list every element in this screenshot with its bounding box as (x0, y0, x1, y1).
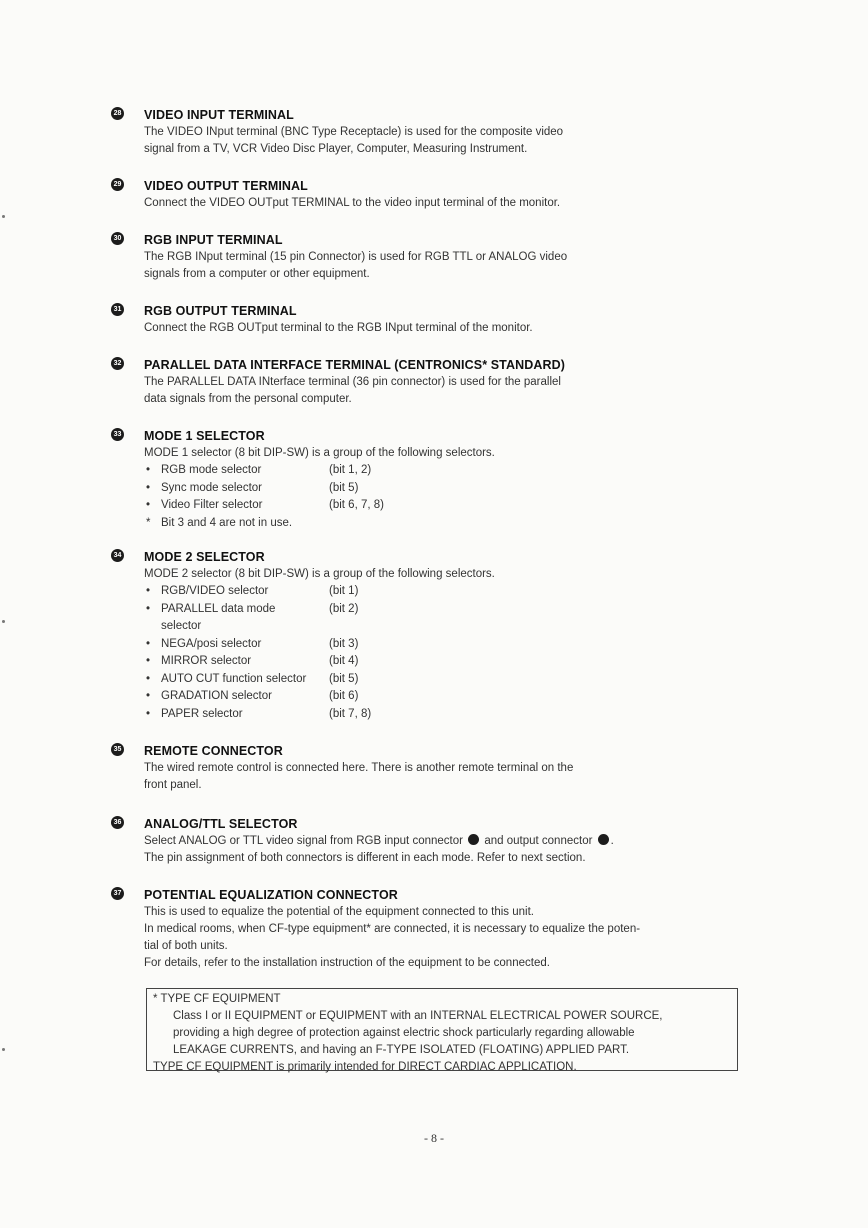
section-title: VIDEO OUTPUT TERMINAL (144, 179, 308, 193)
section-title: PARALLEL DATA INTERFACE TERMINAL (CENTRONICS* STANDARD) (144, 358, 565, 372)
section-rgb-input (113, 231, 753, 283)
section-body: The RGB INput terminal (15 pin Connector) is used for RGB TTL or ANALOG video signals from a computer or other equipment. (144, 251, 568, 280)
scan-mark (2, 620, 5, 623)
section-title: ANALOG/TTL SELECTOR (144, 817, 298, 831)
scan-mark (2, 215, 5, 218)
section-video-output (113, 177, 753, 212)
section-body: The VIDEO INput terminal (BNC Type Receptacle) is used for the composite video signal from a TV, VCR Video Disc Player, Computer, Measuring Instrument. (144, 126, 564, 155)
section-rgb-output (113, 302, 753, 337)
section-remote-connector (113, 742, 753, 794)
section-mode2-selector (113, 548, 753, 723)
list-item: • Sync mode selector (bit 5) (146, 481, 359, 494)
section-analog-ttl-selector (113, 815, 753, 867)
item-number-badge: 37 (111, 887, 124, 900)
connector-ref-icon (468, 834, 479, 845)
section-mode1-selector (113, 427, 753, 532)
list-item: * Bit 3 and 4 are not in use. (146, 516, 293, 529)
selector-list (144, 583, 753, 723)
section-body: MODE 2 selector (8 bit DIP-SW) is a group of the following selectors. (144, 568, 495, 580)
list-item: • PAPER selector (bit 7, 8) (146, 707, 372, 720)
list-item: • AUTO CUT function selector (bit 5) (146, 672, 359, 685)
section-body: The PARALLEL DATA INterface terminal (36 pin connector) is used for the parallel data signals from the personal computer. (144, 376, 561, 405)
list-item: • MIRROR selector (bit 4) (146, 655, 359, 667)
list-item: • PARALLEL data mode selector (bit 2) (146, 602, 359, 632)
item-number-badge: 30 (111, 232, 124, 245)
list-item: • GRADATION selector (bit 6) (146, 690, 359, 702)
section-body: The wired remote control is connected here. There is another remote terminal on the front panel. (144, 762, 574, 791)
note-line: LEAKAGE CURRENTS, and having an F-TYPE ISOLATED (FLOATING) APPLIED PART. (173, 1044, 630, 1056)
section-title: VIDEO INPUT TERMINAL (144, 108, 294, 122)
list-item: • Video Filter selector (bit 6, 7, 8) (146, 499, 384, 511)
section-body: This is used to equalize the potential of the equipment connected to this unit. In medical rooms, when CF-type equipment* are connected, it is necessary to equalize the poten- tial of both units. For details, refer to the installation instruction of the equipment to be connected. (144, 906, 641, 969)
section-parallel-interface (113, 356, 753, 408)
section-potential-equalization (113, 886, 753, 972)
page-number: - 8 - (424, 1131, 444, 1145)
selector-list (144, 462, 753, 532)
item-number-badge: 34 (111, 549, 124, 562)
item-number-badge: 29 (111, 178, 124, 191)
section-title: RGB OUTPUT TERMINAL (144, 304, 297, 318)
item-number-badge: 36 (111, 816, 124, 829)
section-title: REMOTE CONNECTOR (144, 744, 283, 758)
section-title: MODE 1 SELECTOR (144, 429, 265, 443)
item-number-badge: 32 (111, 357, 124, 370)
section-title: MODE 2 SELECTOR (144, 550, 265, 564)
section-body: MODE 1 selector (8 bit DIP-SW) is a group of the following selectors. (144, 447, 495, 459)
section-body: Connect the VIDEO OUTput TERMINAL to the video input terminal of the monitor. (144, 197, 561, 209)
section-body: Connect the RGB OUTput terminal to the RGB INput terminal of the monitor. (144, 322, 533, 334)
list-item: • RGB mode selector (bit 1, 2) (146, 464, 372, 476)
scan-mark (2, 1048, 5, 1051)
section-body: Select ANALOG or TTL video signal from RGB input connector and output connector . The pin assignment of both connectors is different in each mode. Refer to next section. (144, 835, 614, 864)
item-number-badge: 31 (111, 303, 124, 316)
note-line: Class I or II EQUIPMENT or EQUIPMENT with an INTERNAL ELECTRICAL POWER SOURCE, (173, 1010, 663, 1022)
type-cf-note-box (146, 988, 738, 1071)
section-title: POTENTIAL EQUALIZATION CONNECTOR (144, 888, 398, 902)
connector-ref-icon (598, 834, 609, 845)
section-video-input (113, 106, 753, 158)
note-heading: * TYPE CF EQUIPMENT (153, 993, 281, 1005)
note-line: TYPE CF EQUIPMENT is primarily intended for DIRECT CARDIAC APPLICATION. (153, 1061, 577, 1073)
item-number-badge: 33 (111, 428, 124, 441)
list-item: • NEGA/posi selector (bit 3) (146, 637, 359, 650)
item-number-badge: 35 (111, 743, 124, 756)
section-title: RGB INPUT TERMINAL (144, 233, 283, 247)
note-line: providing a high degree of protection against electric shock particularly regarding allowable (173, 1027, 635, 1039)
list-item: • RGB/VIDEO selector (bit 1) (146, 585, 359, 597)
item-number-badge: 28 (111, 107, 124, 120)
